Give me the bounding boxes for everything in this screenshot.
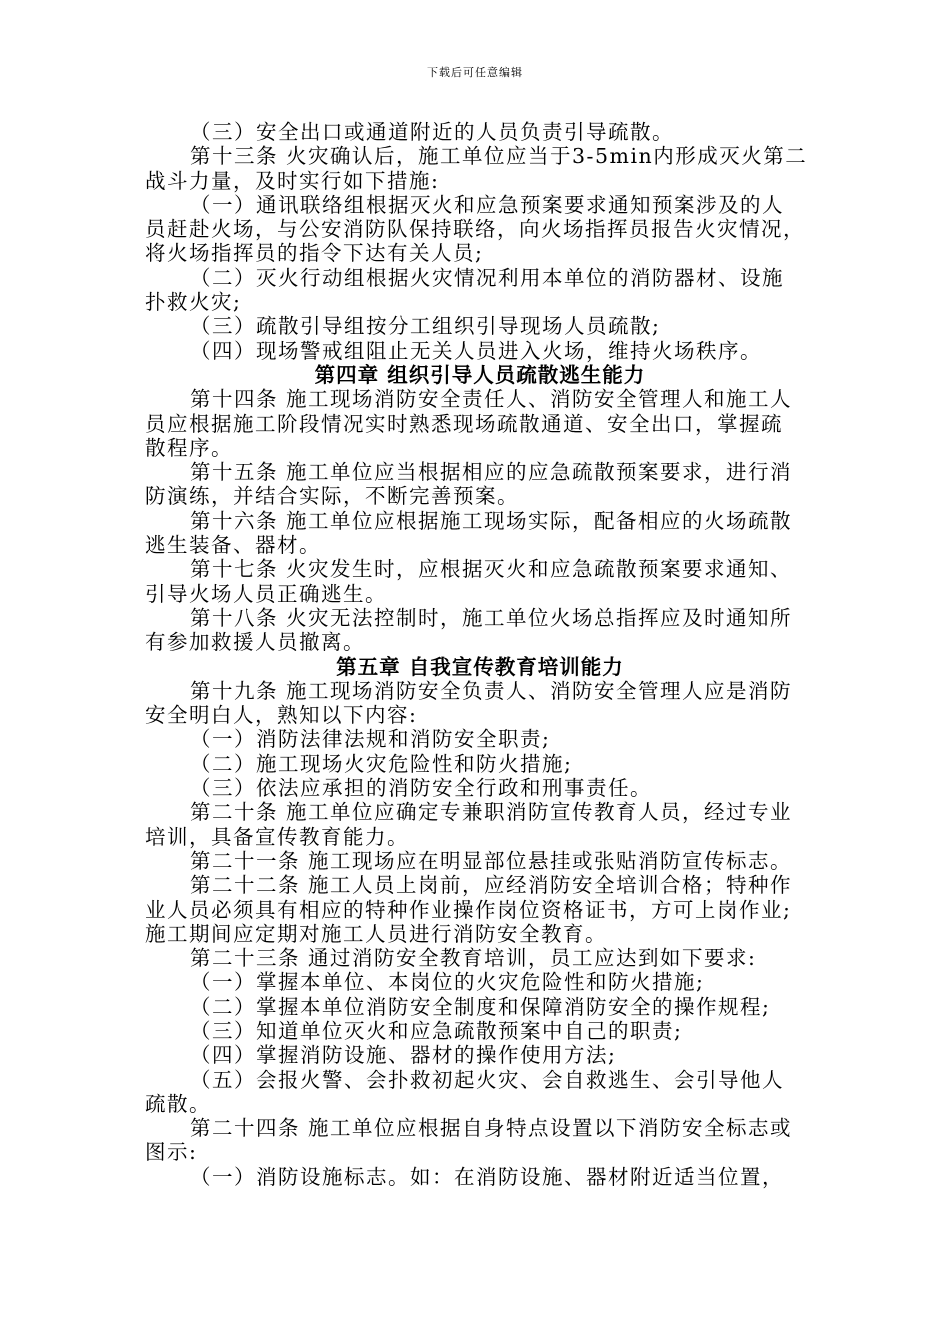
- text-line: 将火场指挥员的指令下达有关人员;: [145, 241, 484, 266]
- text-line: 逃生装备、器材。: [145, 533, 321, 558]
- text-line: 散程序。: [145, 435, 233, 460]
- text-line: 第二十四条 施工单位应根据自身特点设置以下消防安全标志或: [190, 1116, 793, 1141]
- text-line: （二）掌握本单位消防安全制度和保障消防安全的操作规程;: [190, 994, 771, 1019]
- text-line: （二）施工现场火灾危险性和防火措施;: [190, 751, 573, 776]
- document-body: [145, 120, 815, 1189]
- text-line: （三）疏散引导组按分工组织引导现场人员疏散;: [190, 314, 661, 339]
- text-line: 第十三条 火灾确认后，施工单位应当于3-5min内形成灭火第二: [190, 144, 808, 169]
- text-line: 业人员必须具有相应的特种作业操作岗位资格证书，方可上岗作业;: [145, 897, 792, 922]
- text-line: 第二十二条 施工人员上岗前，应经消防安全培训合格；特种作: [190, 873, 793, 898]
- text-line: （二）灭火行动组根据火灾情况利用本单位的消防器材、设施: [190, 265, 784, 290]
- text-line: （四）现场警戒组阻止无关人员进入火场，维持火场秩序。: [190, 338, 762, 363]
- page-header: 下载后可任意编辑: [427, 66, 523, 79]
- text-line: （一）消防法律法规和消防安全职责;: [190, 727, 551, 752]
- text-line: 培训，具备宣传教育能力。: [145, 824, 409, 849]
- text-line: 员赶赴火场，与公安消防队保持联络，向火场指挥员报告火灾情况，: [145, 217, 805, 242]
- chapter-heading: 第四章 组织引导人员疏散逃生能力: [314, 362, 646, 387]
- text-line: 有参加救援人员撤离。: [145, 630, 365, 655]
- text-line: （四）掌握消防设施、器材的操作使用方法;: [190, 1043, 617, 1068]
- text-line: 第十八条 火灾无法控制时，施工单位火场总指挥应及时通知所: [190, 605, 793, 630]
- text-line: 第十六条 施工单位应根据施工现场实际，配备相应的火场疏散: [190, 508, 793, 533]
- text-line: 疏散。: [145, 1091, 211, 1116]
- text-line: （一）通讯联络组根据灭火和应急预案要求通知预案涉及的人: [190, 192, 784, 217]
- text-line: （一）消防设施标志。如：在消防设施、器材附近适当位置，: [190, 1164, 784, 1189]
- text-line: 安全明白人，熟知以下内容:: [145, 703, 418, 728]
- text-line: 第十九条 施工现场消防安全负责人、消防安全管理人应是消防: [190, 678, 793, 703]
- text-line: 第二十条 施工单位应确定专兼职消防宣传教育人员，经过专业: [190, 800, 793, 825]
- text-line: 战斗力量，及时实行如下措施:: [145, 168, 440, 193]
- text-line: （三）知道单位灭火和应急疏散预案中自己的职责;: [190, 1018, 683, 1043]
- text-line: 施工期间应定期对施工人员进行消防安全教育。: [145, 921, 607, 946]
- text-line: 图示:: [145, 1140, 198, 1165]
- text-line: 员应根据施工阶段情况实时熟悉现场疏散通道、安全出口，掌握疏: [145, 411, 783, 436]
- text-line: （三）依法应承担的消防安全行政和刑事责任。: [190, 776, 652, 801]
- chapter-heading: 第五章 自我宣传教育培训能力: [336, 654, 624, 679]
- text-line: （一）掌握本单位、本岗位的火灾危险性和防火措施;: [190, 970, 705, 995]
- text-line: 防演练，并结合实际，不断完善预案。: [145, 484, 519, 509]
- text-line: 扑救火灾;: [145, 290, 242, 315]
- text-line: 第二十三条 通过消防安全教育培训，员工应达到如下要求:: [190, 946, 757, 971]
- text-line: （五）会报火警、会扑救初起火灾、会自救逃生、会引导他人: [190, 1067, 784, 1092]
- text-line: （三）安全出口或通道附近的人员负责引导疏散。: [190, 120, 674, 144]
- text-line: 引导火场人员正确逃生。: [145, 581, 387, 606]
- text-line: 第十五条 施工单位应当根据相应的应急疏散预案要求，进行消: [190, 460, 793, 485]
- text-line: 第二十一条 施工现场应在明显部位悬挂或张贴消防宣传标志。: [190, 848, 793, 873]
- text-line: 第十七条 火灾发生时，应根据灭火和应急疏散预案要求通知、: [190, 557, 793, 582]
- text-line: 第十四条 施工现场消防安全责任人、消防安全管理人和施工人: [190, 387, 793, 412]
